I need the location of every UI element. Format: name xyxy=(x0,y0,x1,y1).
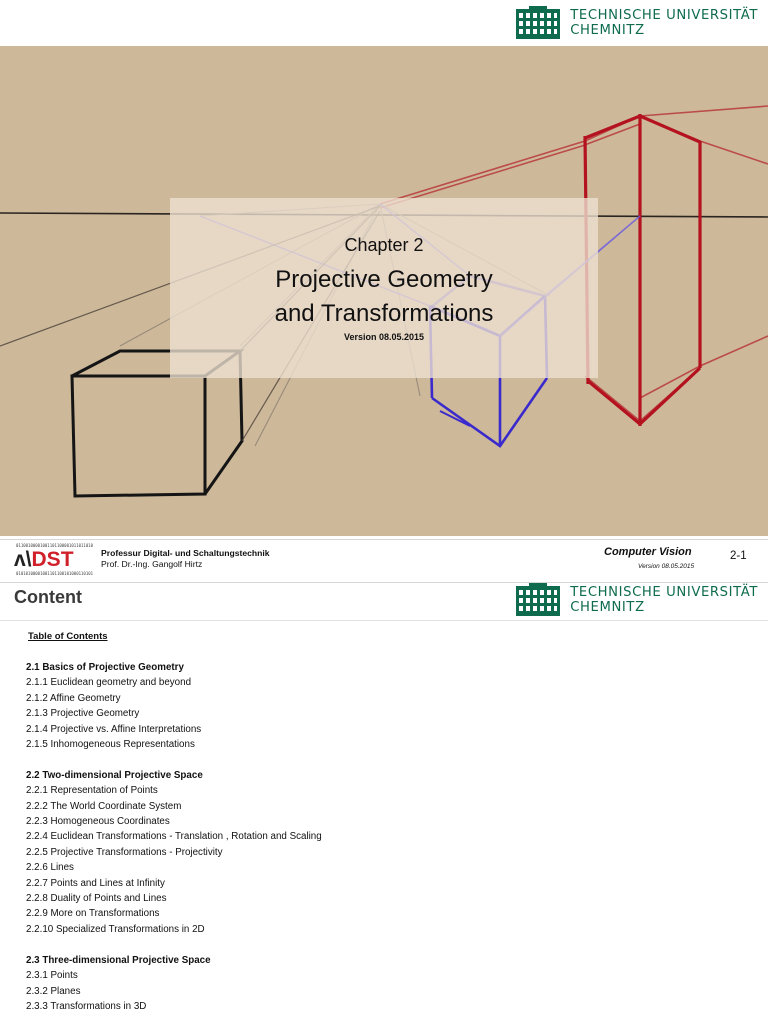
toc-item: 2.1.2 Affine Geometry xyxy=(26,692,121,704)
brand-line2: CHEMNITZ xyxy=(570,600,645,615)
professor-name: Prof. Dr.-Ing. Gangolf Hirtz xyxy=(101,559,203,569)
tu-building-icon xyxy=(515,6,561,40)
toc-heading: Table of Contents xyxy=(28,631,108,642)
toc-item: 2.2.1 Representation of Points xyxy=(26,785,158,797)
title-box xyxy=(170,198,598,378)
toc-item: 2.2.6 Lines xyxy=(26,862,74,874)
logo-bits-bottom: 01010100001001101100101000110101 xyxy=(16,571,94,576)
toc-item: 2.2.4 Euclidean Transformations - Translation , Rotation and Scaling xyxy=(26,831,322,843)
footer-version: Version 08.05.2015 xyxy=(638,563,695,570)
red-prism xyxy=(585,114,700,426)
waveform-icon: ʌ\ xyxy=(14,548,32,571)
perspective-sketch-image xyxy=(0,46,768,536)
brand-line1: TECHNISCHE UNIVERSITÄT xyxy=(570,585,758,600)
toc-item: 2.3.3 Transformations in 3D xyxy=(26,1000,147,1012)
heading-divider xyxy=(0,620,768,621)
toc-item: 2.2.2 The World Coordinate System xyxy=(26,800,182,812)
chapter-label: Chapter 2 xyxy=(344,235,424,255)
toc-item: 2.2.9 More on Transformations xyxy=(26,908,160,920)
dst-logo xyxy=(14,543,94,577)
content-heading: Content xyxy=(14,587,82,607)
toc-section: 2.3 Three-dimensional Projective Space xyxy=(26,954,211,966)
professorship: Professur Digital- und Schaltungstechnik xyxy=(101,548,270,558)
toc-item: 2.3.2 Planes xyxy=(26,985,81,997)
logo-bits-top: 01100100001001101100001011011010 xyxy=(16,543,94,548)
toc-item: 2.2.8 Duality of Points and Lines xyxy=(26,893,167,905)
toc-item: 2.3.1 Points xyxy=(26,970,78,982)
tu-building-icon xyxy=(515,583,561,617)
toc-section: 2.1 Basics of Projective Geometry xyxy=(26,662,184,673)
toc-item: 2.1.5 Inhomogeneous Representations xyxy=(26,739,195,751)
course-title: Computer Vision xyxy=(604,546,692,558)
title-line1: Projective Geometry xyxy=(275,266,493,293)
tu-chemnitz-logo xyxy=(515,583,758,617)
slide-title xyxy=(170,263,598,331)
slide-number: 2-1 xyxy=(730,550,747,562)
content-slide xyxy=(0,583,768,1024)
toc-item: 2.2.10 Specialized Transformations in 2D xyxy=(26,923,205,935)
toc-item: 2.1.4 Projective vs. Affine Interpretations xyxy=(26,723,202,735)
toc-item: 2.1.1 Euclidean geometry and beyond xyxy=(26,677,192,689)
slide-footer xyxy=(0,539,768,583)
toc-section: 2.2 Two-dimensional Projective Space xyxy=(26,769,203,781)
dst-logo-word xyxy=(14,549,74,571)
brand-line1: TECHNISCHE UNIVERSITÄT xyxy=(570,8,758,23)
toc-item: 2.2.7 Points and Lines at Infinity xyxy=(26,877,165,889)
toc-item: 2.1.3 Projective Geometry xyxy=(26,708,140,720)
toc-item: 2.2.5 Projective Transformations - Projectivity xyxy=(26,846,223,858)
title-version: Version 08.05.2015 xyxy=(343,332,425,342)
toc-item: 2.2.3 Homogeneous Coordinates xyxy=(26,816,170,828)
dst-logo-text: DST xyxy=(31,548,74,571)
brand-line2: CHEMNITZ xyxy=(570,23,645,38)
title-line2: and Transformations xyxy=(274,300,494,327)
table-of-contents xyxy=(26,660,726,1014)
tu-chemnitz-logo xyxy=(515,6,758,40)
